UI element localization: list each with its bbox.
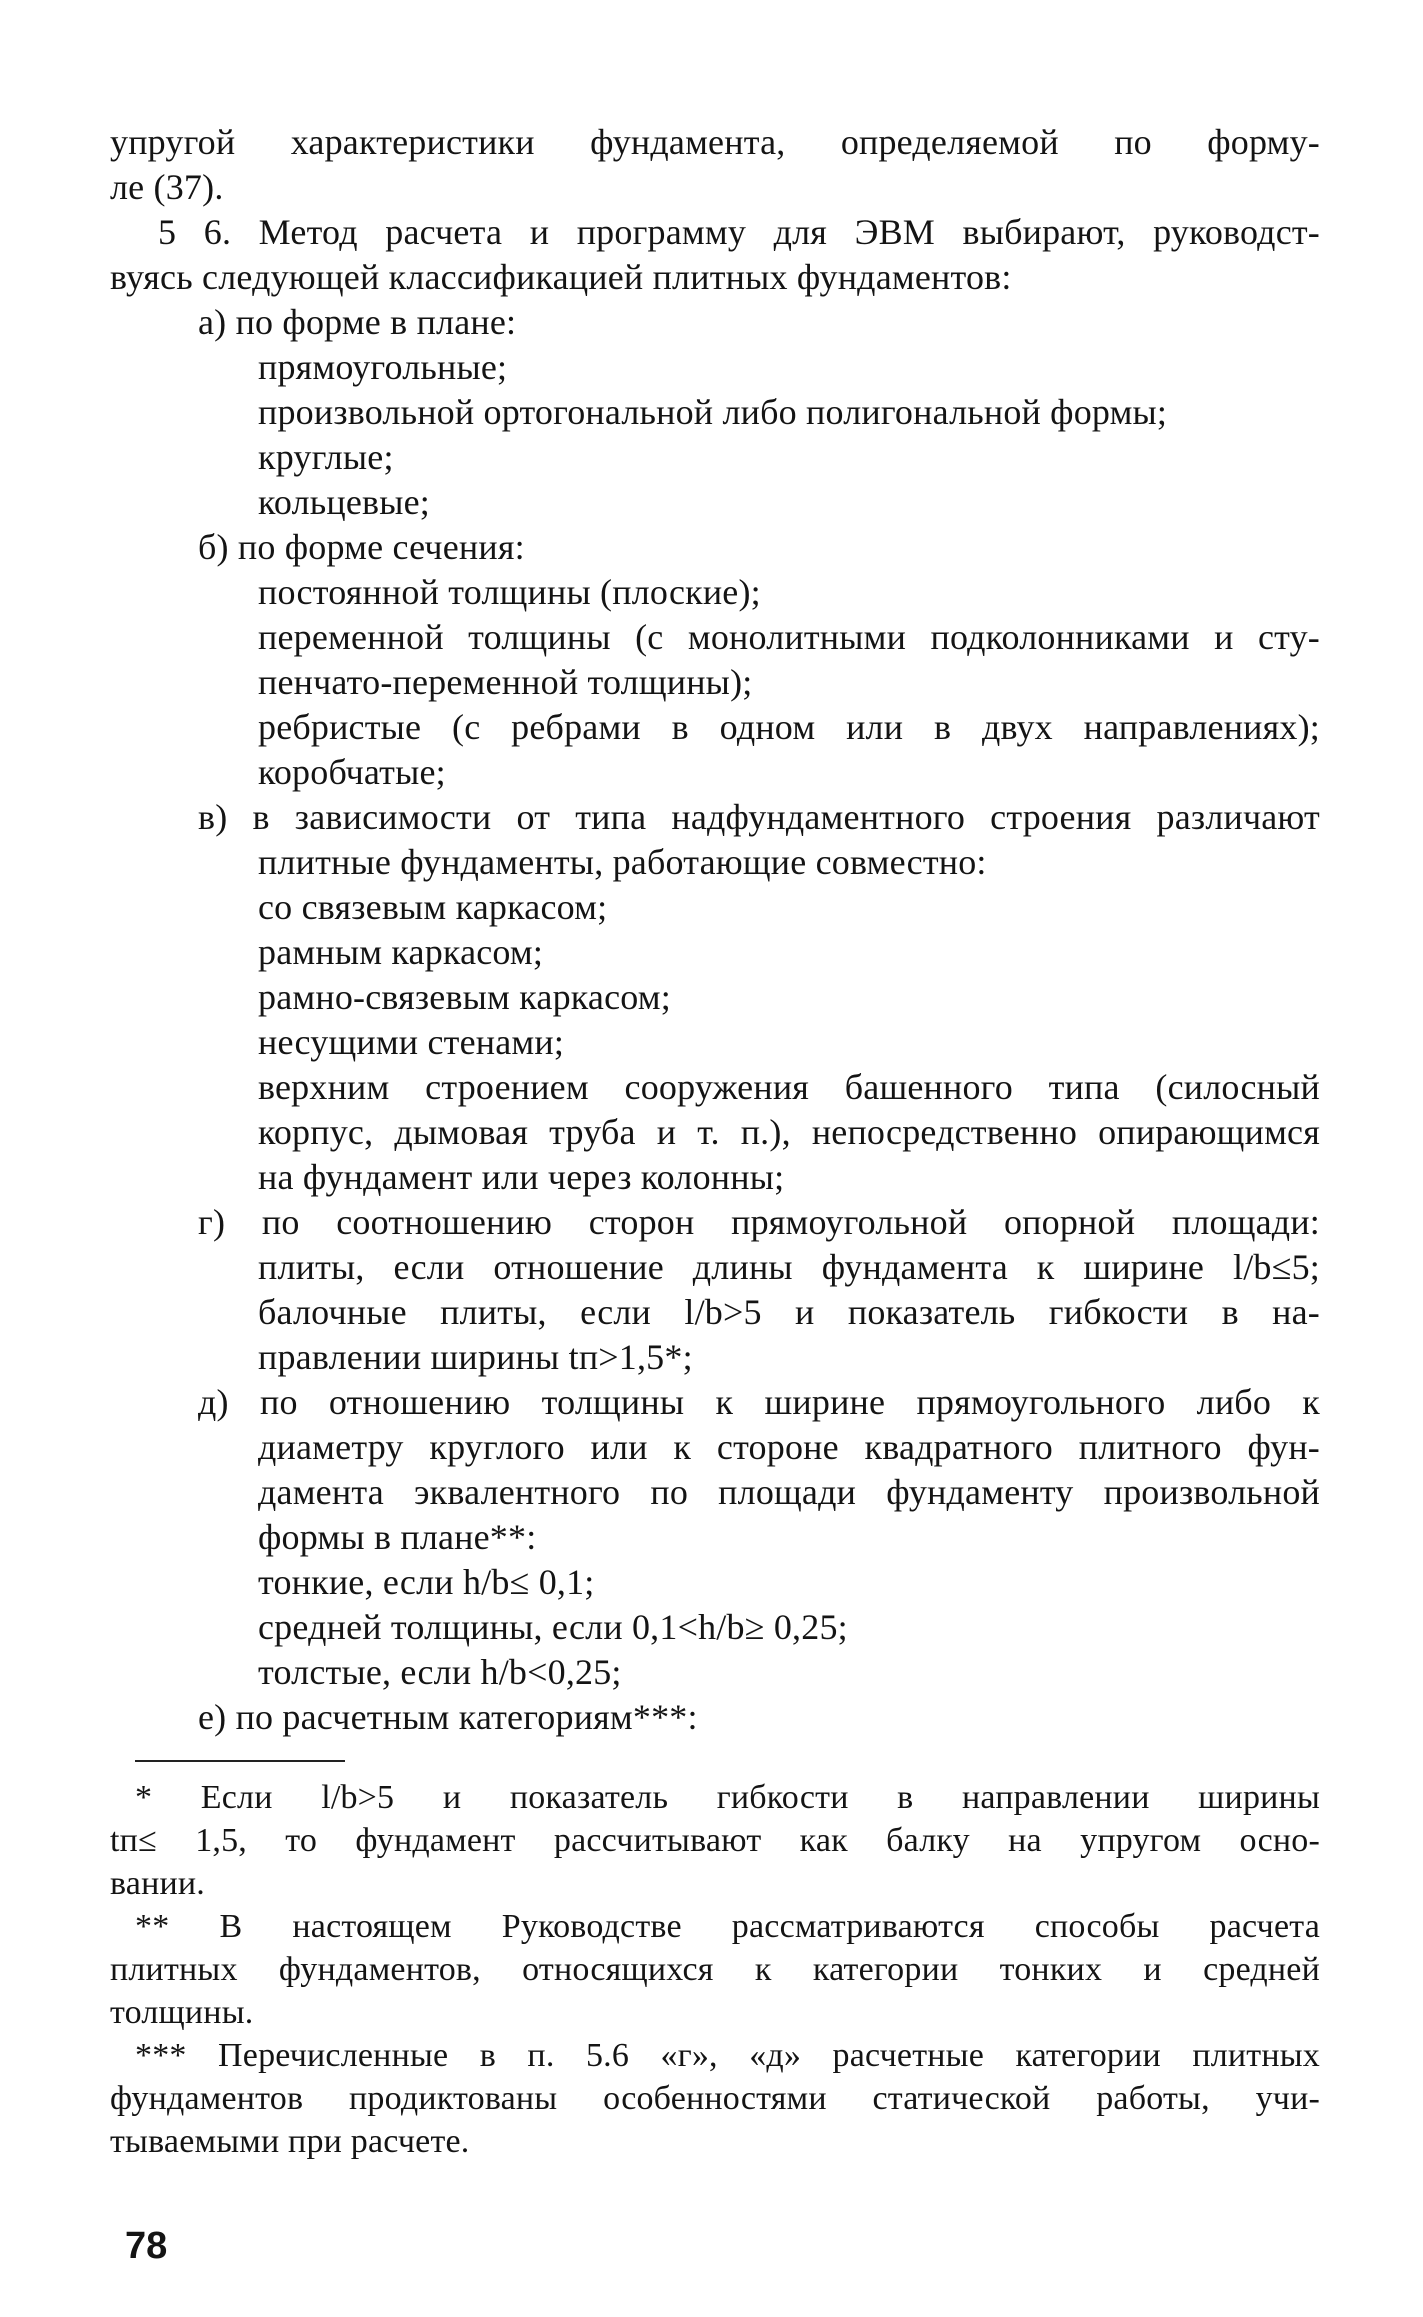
sub-item: верхним строением сооружения башенного типа (силосный: [258, 1067, 1320, 1107]
sub-item: круглые;: [258, 437, 394, 477]
body-line: дамента эквалентного по площади фундаменту произвольной: [258, 1472, 1320, 1512]
page-number: 78: [125, 2225, 168, 2267]
list-item-d: д) по отношению толщины к ширине прямоугольного либо к: [198, 1382, 1320, 1422]
document-page: [110, 120, 1320, 2270]
body-line: формы в плане**:: [258, 1517, 537, 1557]
list-item-e: е) по расчетным категориям***:: [198, 1697, 698, 1737]
sub-item: тонкие, если h/b≤ 0,1;: [258, 1562, 595, 1602]
body-line: плитные фундаменты, работающие совместно:: [258, 842, 987, 882]
list-item-b: б) по форме сечения:: [198, 527, 525, 567]
sub-item: прямоугольные;: [258, 347, 508, 387]
sub-item: несущими стенами;: [258, 1022, 565, 1062]
footnote-line: тываемыми при расчете.: [110, 2123, 470, 2160]
list-item-v: в) в зависимости от типа надфундаментного строения различают: [198, 797, 1320, 837]
body-line: ле (37).: [110, 167, 224, 207]
sub-item: постоянной толщины (плоские);: [258, 572, 761, 612]
sub-item: ребристые (с ребрами в одном или в двух направлениях);: [258, 707, 1320, 747]
body-line: диаметру круглого или к стороне квадратного плитного фун-: [258, 1427, 1320, 1467]
sub-item: рамно-связевым каркасом;: [258, 977, 671, 1017]
sub-item: переменной толщины (с монолитными подколонниками и сту-: [258, 617, 1320, 657]
sub-item: толстые, если h/b<0,25;: [258, 1652, 622, 1692]
footnote-divider: [135, 1760, 345, 1762]
sub-item: кольцевые;: [258, 482, 430, 522]
body-line: 5 6. Метод расчета и программу для ЭВМ выбирают, руководст-: [158, 212, 1320, 252]
sub-item: произвольной ортогональной либо полигональной формы;: [258, 392, 1168, 432]
list-item-g: г) по соотношению сторон прямоугольной опорной площади:: [198, 1202, 1320, 1242]
footnotes: [110, 1776, 1320, 2163]
sub-item: рамным каркасом;: [258, 932, 544, 972]
footnote-line: tп≤ 1,5, то фундамент рассчитывают как балку на упругом осно-: [110, 1822, 1320, 1859]
sub-item: корпус, дымовая труба и т. п.), непосредственно опирающимся: [258, 1112, 1320, 1152]
body-line: упругой характеристики фундамента, определяемой по форму-: [110, 122, 1320, 162]
sub-item: на фундамент или через колонны;: [258, 1157, 785, 1197]
footnote-line: *** Перечисленные в п. 5.6 «г», «д» расчетные категории плитных: [135, 2037, 1320, 2074]
footnote-line: толщины.: [110, 1994, 254, 2031]
footnote-line: фундаментов продиктованы особенностями статической работы, учи-: [110, 2080, 1320, 2117]
sub-item: плиты, если отношение длины фундамента к ширине l/b≤5;: [258, 1247, 1320, 1287]
sub-item: коробчатые;: [258, 752, 446, 792]
list-item-a: а) по форме в плане:: [198, 302, 517, 342]
sub-item: балочные плиты, если l/b>5 и показатель гибкости в на-: [258, 1292, 1320, 1332]
body-line: вуясь следующей классификацией плитных фундаментов:: [110, 257, 1012, 297]
sub-item: со связевым каркасом;: [258, 887, 608, 927]
footnote-line: плитных фундаментов, относящихся к категории тонких и средней: [110, 1951, 1320, 1988]
sub-item: пенчато-переменной толщины);: [258, 662, 753, 702]
footnote-line: * Если l/b>5 и показатель гибкости в направлении ширины: [135, 1779, 1320, 1816]
sub-item: правлении ширины tп>1,5*;: [258, 1337, 693, 1377]
footnote-line: вании.: [110, 1865, 205, 1902]
sub-item: средней толщины, если 0,1<h/b≥ 0,25;: [258, 1607, 848, 1647]
footnote-line: ** В настоящем Руководстве рассматриваются способы расчета: [135, 1908, 1320, 1945]
